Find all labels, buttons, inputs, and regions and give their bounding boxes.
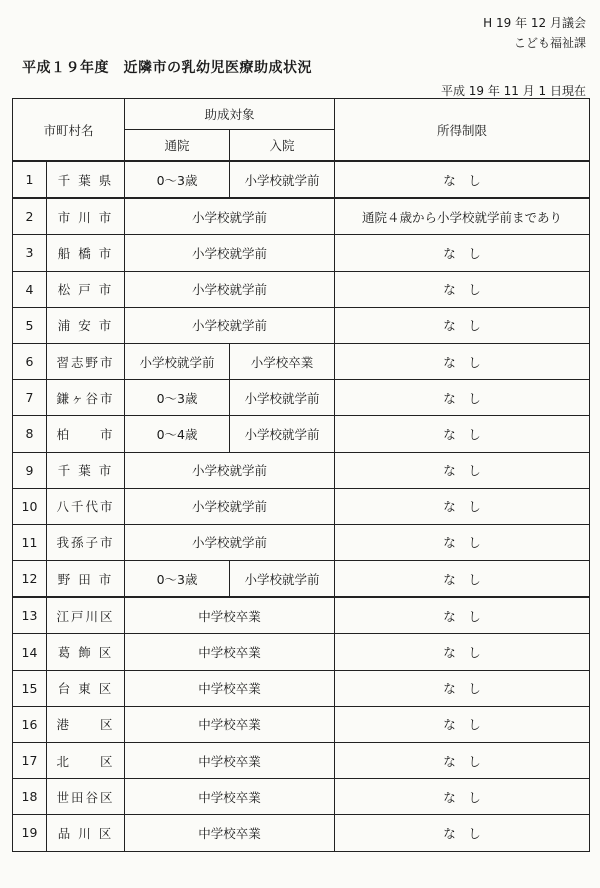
row-city: 我孫子市 [47,524,125,560]
row-number: 17 [13,743,47,779]
table-row [13,670,590,706]
row-target-both: 中学校卒業 [125,670,335,706]
table-row [13,561,590,598]
row-number: 10 [13,488,47,524]
row-income-limit: な し [335,815,590,851]
row-income-limit: な し [335,416,590,452]
row-target-both: 中学校卒業 [125,815,335,851]
row-income-limit: な し [335,488,590,524]
row-target-both: 小学校就学前 [125,452,335,488]
row-outpatient: 小学校就学前 [125,343,230,379]
row-number: 6 [13,343,47,379]
row-target-both: 小学校就学前 [125,198,335,235]
table-row [13,380,590,416]
table-row [13,743,590,779]
row-income-limit: な し [335,235,590,271]
row-income-limit: な し [335,706,590,742]
row-number: 15 [13,670,47,706]
row-target-both: 中学校卒業 [125,706,335,742]
row-number: 3 [13,235,47,271]
row-inpatient: 小学校就学前 [230,561,335,598]
row-target-both: 小学校就学前 [125,488,335,524]
table-row [13,634,590,670]
row-number: 14 [13,634,47,670]
row-number: 4 [13,271,47,307]
row-number: 7 [13,380,47,416]
table-row [13,198,590,235]
row-income-limit: な し [335,597,590,634]
row-income-limit: な し [335,307,590,343]
row-income-limit: な し [335,343,590,379]
table-row [13,452,590,488]
row-inpatient: 小学校就学前 [230,161,335,198]
row-city: 船 橋 市 [47,235,125,271]
table-row [13,416,590,452]
row-inpatient: 小学校就学前 [230,380,335,416]
table-row [13,597,590,634]
row-target-both: 小学校就学前 [125,271,335,307]
row-target-both: 中学校卒業 [125,597,335,634]
row-outpatient: 0～3歳 [125,380,230,416]
row-number: 1 [13,161,47,198]
table-row [13,815,590,851]
row-number: 2 [13,198,47,235]
table-row [13,343,590,379]
row-income-limit: な し [335,634,590,670]
department-label: こども福祉課 [513,36,586,50]
row-income-limit: な し [335,670,590,706]
table-row [13,271,590,307]
row-income-limit: な し [335,743,590,779]
row-city: 港 区 [47,706,125,742]
row-city: 浦 安 市 [47,307,125,343]
row-city: 台 東 区 [47,670,125,706]
row-inpatient: 小学校卒業 [230,343,335,379]
row-target-both: 中学校卒業 [125,779,335,815]
table-row [13,161,590,198]
row-income-limit: な し [335,561,590,598]
row-target-both: 小学校就学前 [125,524,335,560]
row-number: 16 [13,706,47,742]
row-outpatient: 0～3歳 [125,561,230,598]
row-number: 12 [13,561,47,598]
table-row [13,779,590,815]
row-city: 習志野市 [47,343,125,379]
header-target: 助成対象 [125,99,335,130]
row-city: 八千代市 [47,488,125,524]
meeting-label: H 19 年 12 月議会 [483,16,586,30]
row-city: 江戸川区 [47,597,125,634]
row-inpatient: 小学校就学前 [230,416,335,452]
table-row [13,706,590,742]
header-income-limit: 所得制限 [335,99,590,162]
row-number: 11 [13,524,47,560]
row-income-limit: な し [335,271,590,307]
row-city: 北 区 [47,743,125,779]
row-target-both: 小学校就学前 [125,307,335,343]
row-number: 5 [13,307,47,343]
subsidy-table [12,98,590,852]
row-income-limit: な し [335,779,590,815]
row-outpatient: 0～3歳 [125,161,230,198]
row-target-both: 中学校卒業 [125,634,335,670]
row-city: 柏 市 [47,416,125,452]
row-outpatient: 0～4歳 [125,416,230,452]
table-row [13,307,590,343]
table-row [13,524,590,560]
row-number: 13 [13,597,47,634]
row-city: 葛 飾 区 [47,634,125,670]
row-number: 8 [13,416,47,452]
header-city: 市町村名 [13,99,125,162]
as-of-date: 平成 19 年 11 月 1 日現在 [440,84,586,98]
row-city: 松 戸 市 [47,271,125,307]
row-city: 千 葉 県 [47,161,125,198]
row-income-limit: な し [335,380,590,416]
row-number: 18 [13,779,47,815]
row-city: 品 川 区 [47,815,125,851]
row-city: 千 葉 市 [47,452,125,488]
row-income-limit: 通院４歳から小学校就学前まであり [335,198,590,235]
row-number: 19 [13,815,47,851]
row-city: 鎌ヶ谷市 [47,380,125,416]
row-income-limit: な し [335,524,590,560]
row-target-both: 中学校卒業 [125,743,335,779]
row-city: 世田谷区 [47,779,125,815]
page-title: 平成１９年度 近隣市の乳幼児医療助成状況 [22,60,312,76]
table-row [13,235,590,271]
row-income-limit: な し [335,452,590,488]
row-target-both: 小学校就学前 [125,235,335,271]
row-city: 野 田 市 [47,561,125,598]
row-city: 市 川 市 [47,198,125,235]
row-number: 9 [13,452,47,488]
row-income-limit: な し [335,161,590,198]
header-inpatient: 入院 [230,130,335,162]
table-row [13,488,590,524]
header-outpatient: 通院 [125,130,230,162]
